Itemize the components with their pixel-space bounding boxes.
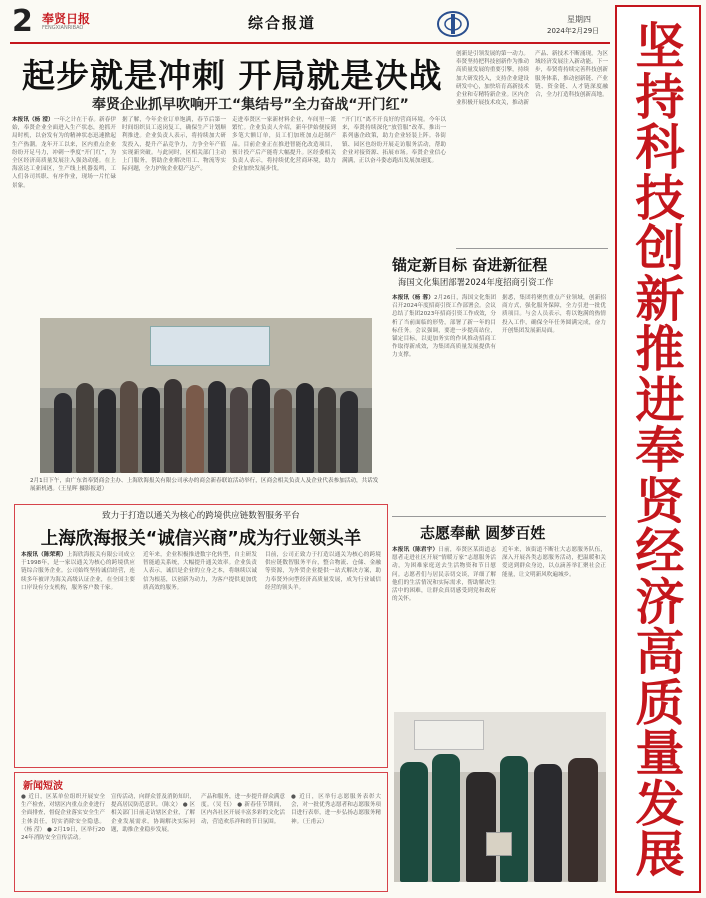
story2-column-2: 据悉，集团将聚焦重点产业领域，创新招商方式，强化服务保障，全力引进一批优质项目。与会人员表示，将以饱满的热情投入工作，确保全年任务圆满完成，奋力开创集团发展新局面。 [502,295,606,334]
photo-screen [150,326,270,366]
story4-kicker: 志愿奉献 圆梦百姓 [420,524,546,542]
person-figure [186,385,204,473]
person-figure [120,381,138,473]
emblem-icon [436,10,470,38]
masthead-rule [10,42,610,44]
group-photo [40,318,372,473]
story4-column-2: 近年来，该街道不断壮大志愿服务队伍，深入开展各类志愿服务活动，把温暖和关爱送到群众身边，以点滴善举汇聚社会正能量，让文明新风吹遍城乡。 [502,547,606,578]
lead-headline: 起步就是冲刺 开局就是决战 [22,56,443,95]
story3-box [14,504,388,768]
person-figure [98,389,116,473]
story3-column-1: 本报讯（陈荣莉）上海欣海报关有限公司成立于1998年，是一家以通关为核心的跨境供应链综合服务企业。公司始终坚持诚信经营，连续多年被评为海关高级认证企业，在全国主要口岸设有分支机构，服务客户数千家。 [21,552,135,591]
volunteer-photo [394,712,606,882]
story3-column-3: 目前，公司正致力于打造以通关为核心的跨境供应链数智服务平台，整合物流、仓储、金融等资源，为外贸企业提供一站式解决方案，助力奉贤外向型经济高质量发展，成为行业诚信经营的领头羊。 [265,552,381,591]
story3-kicker: 致力于打造以通关为核心的跨境供应链数智服务平台 [102,511,300,521]
person-figure [252,379,270,473]
lead-column-4: “开门红”离不开良好的营商环境。今年以来，奉贤持续深化“放管服”改革，推出一系列惠企政策，助力企业轻装上阵。各街镇、园区也纷纷开展走访服务活动，帮助企业对接资源、拓展市场。奉贤企业信心满满，正以奋斗姿态跑出发展加速度。 [342,117,446,165]
news-brief-title: 新闻短波 [23,781,63,792]
lead-column-1: 本报讯（杨 滢）一年之计在于春。新春伊始，奉贤企业全面进入生产状态，抢抓开局时机，以奋发有为的精神状态迅速掀起生产热潮。龙年开工以来，区内重点企业纷纷开足马力，冲刺一季度“开门红”，为全区经济高质量发展注入强劲动能。在上海富达工业园区，生产线上机器轰鸣，工人们各司其职、有序作业，现场一片忙碌景象。 [12,117,116,189]
weekday: 星期四 [567,15,591,24]
newspaper-logo-pinyin: FENGXIANRIBAO [42,25,84,31]
news-brief-box [14,772,388,892]
lead-subhead: 奉贤企业抓早吹响开工“集结号”全力奋战“开门红” [92,97,409,113]
newspaper-logo: 奉贤日报 [42,12,91,26]
vertical-banner [615,5,701,893]
news-brief-column-3: 产品和服务，进一步提升群众满意度。（吴 钰） ● 新春佳节期间，区内各社区开展丰富多彩的文化活动，营造欢乐祥和的节日氛围。 [201,794,285,825]
masthead [12,4,612,40]
page-number: 2 [12,4,33,39]
right-top-text: 创新是引领发展的第一动力。奉贤坚持把科技创新作为推动高质量发展的重要引擎，持续加大研发投入，支持企业建设研发中心，加快培育高新技术企业和专精特新企业。区内企业积极开展技术攻关，推动新产品、新技术不断涌现，为区域经济发展注入新动能。下一步，奉贤将持续完善科技创新服务体系，推动创新链、产业链、资金链、人才链深度融合，全力打造科技创新高地。 [456,51,608,107]
section-title: 综合报道 [248,14,317,32]
person-figure [164,379,182,473]
story2-kicker: 锚定新目标 奋进新征程 [392,256,548,274]
person-figure [274,389,292,473]
photo-caption: 2月1日下午，由广东省奉贤商会主办、上海欣海报关有限公司承办的商会新春联谊活动举行，区商会相关负责人及企业代表参加活动，共话发展新机遇。（王星晖 摄影报道） [30,478,379,492]
person-figure [568,758,598,882]
person-figure [142,387,160,473]
person-figure [400,762,428,882]
person-figure [534,764,562,882]
gift-box [486,832,512,856]
story3-headline: 上海欣海报关“诚信兴商”成为行业领头羊 [40,529,362,549]
person-figure [76,383,94,473]
person-figure [230,387,248,473]
news-brief-column-4: ● 近日，区举行志愿服务表彰大会，对一批优秀志愿者和志愿服务项目进行表彰，进一步弘扬志愿服务精神。（王甫云） [291,794,381,825]
volunteer-photo-window [414,720,484,750]
person-figure [318,387,336,473]
person-figure [296,383,314,473]
news-brief-column-1: ● 近日，区某单位组织开展安全生产检查，对辖区内重点企业进行全面排查，督促企业落实安全生产主体责任，切实消除安全隐患。（杨 滢） ● 2月19日，区举行2024年消防安全宣传活动。 [21,794,105,842]
story3-column-2: 近年来，企业积极推进数字化转型，自主研发智能通关系统，大幅提升通关效率。企业负责人表示，诚信是企业的立身之本，将继续以诚信为根基，以创新为动力，为客户提供更加优质高效的服务。 [143,552,257,591]
issue-date: 2024年2月29日 [547,27,600,35]
story4-rule [392,516,606,517]
story2-column-1: 本报讯（杨 蓉）2月26日，海国文化集团召开2024年度招商引资工作部署会。会议总结了集团2023年招商引资工作成效，分析了当前面临的形势，部署了新一年的目标任务。会议强调，要进一步提高站位，锚定目标，以更加务实的作风推动招商工作取得新成效，为集团高质量发展提供有力支撑。 [392,295,496,359]
vertical-banner-text: 坚持科技创新推进奉贤经济高质量发展 [635,17,685,883]
lead-column-3: 走进奉贤区一家新材料企业，车间里一派繁忙。企业负责人介绍，新年伊始便接到多笔大额订单，员工们加班加点赶制产品。目前企业正在推进智能化改造项目，预计投产后产能将大幅提升。区经委相关负责人表示，将持续优化营商环境，助力企业加快发展步伐。 [232,117,336,173]
person-figure [208,381,226,473]
person-figure [500,756,528,882]
person-figure [432,754,460,882]
person-figure [466,772,496,882]
person-figure [340,391,358,473]
right-divider [456,248,608,249]
news-brief-column-2: 宣传活动，向群众普及消防知识，提高居民防范意识。（陈文） ● 区相关部门日前走访辖区企业，了解企业发展需求，协调解决实际问题，助推企业稳步发展。 [111,794,195,833]
story2-subhead: 海国文化集团部署2024年度招商引资工作 [398,277,554,287]
story4-column-1: 本报讯（陈君宇）日前，奉贤区某街道志愿者走进社区开展“情暖万家”志愿服务活动，为困难家庭送去生活物资和节日慰问。志愿者们与居民亲切交谈，详细了解他们的生活情况和实际需求，帮助解决生活中的困难，让群众真切感受到党和政府的关怀。 [392,547,496,603]
person-figure [54,393,72,473]
lead-column-2: 据了解，今年企业订单饱满，春节后第一时间组织员工返岗复工，确保生产计划顺利推进。企业负责人表示，将持续加大研发投入，提升产品竞争力，力争全年产值实现新突破。与此同时，区相关部门主动上门服务，帮助企业解决用工、物流等实际问题，全力护航企业稳产达产。 [122,117,226,173]
